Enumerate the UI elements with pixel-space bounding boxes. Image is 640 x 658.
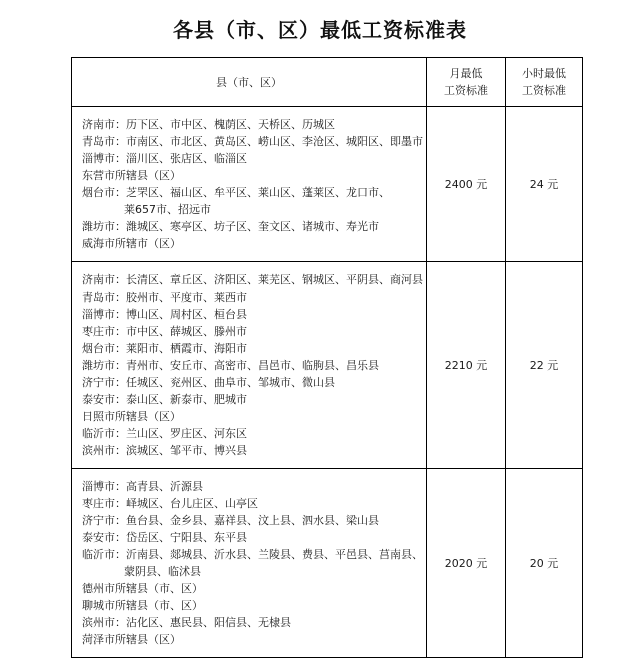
hourly-wage-cell: 24 元 bbox=[506, 107, 583, 262]
region-line: 菏泽市所辖县（区） bbox=[82, 633, 181, 647]
region-line: 济南市：历下区、市中区、槐荫区、天桥区、历城区 bbox=[82, 118, 335, 132]
region-line: 淄博市：淄川区、张店区、临淄区 bbox=[82, 152, 247, 166]
region-line: 枣庄市：峄城区、台儿庄区、山亭区 bbox=[82, 497, 258, 511]
region-cell bbox=[72, 107, 427, 262]
monthly-wage-cell: 2400 元 bbox=[427, 107, 506, 262]
region-line: 聊城市所辖县（市、区） bbox=[82, 599, 203, 613]
region-line: 泰安市：泰山区、新泰市、肥城市 bbox=[82, 392, 247, 406]
page-title: 各县（市、区）最低工资标准表 bbox=[173, 18, 467, 42]
region-cell bbox=[72, 262, 427, 469]
region-line: 青岛市：胶州市、平度市、莱西市 bbox=[82, 290, 247, 304]
region-line: 青岛市：市南区、市北区、黄岛区、崂山区、李沧区、城阳区、即墨市 bbox=[82, 135, 423, 149]
region-line: 莱657市、招远市 bbox=[124, 203, 211, 217]
region-line: 滨州市：滨城区、邹平市、博兴县 bbox=[82, 443, 247, 457]
region-line: 蒙阴县、临沭县 bbox=[124, 565, 201, 579]
region-line: 威海市所辖市（区） bbox=[82, 237, 181, 251]
region-line: 济南市：长清区、章丘区、济阳区、莱芜区、钢城区、平阴县、商河县 bbox=[82, 273, 423, 287]
column-header-region-label: 县（市、区） bbox=[216, 75, 282, 89]
wage-standard-table bbox=[71, 57, 583, 658]
wage-standard-table-wrap bbox=[71, 57, 569, 658]
column-header-monthly-line1: 月最低 bbox=[449, 67, 483, 80]
column-header-monthly-line2: 工资标准 bbox=[444, 84, 488, 98]
column-header-region bbox=[72, 58, 427, 107]
column-header-hourly-line1: 小时最低 bbox=[522, 67, 566, 80]
region-line: 滨州市：沾化区、惠民县、阳信县、无棣县 bbox=[82, 616, 291, 630]
hourly-wage-cell: 22 元 bbox=[506, 262, 583, 469]
table-header-row bbox=[72, 58, 583, 107]
region-line: 临沂市：兰山区、罗庄区、河东区 bbox=[82, 426, 247, 440]
table-header bbox=[72, 58, 583, 107]
column-header-hourly-line2: 工资标准 bbox=[522, 84, 566, 98]
monthly-wage-cell: 2210 元 bbox=[427, 262, 506, 469]
region-line: 烟台市：莱阳市、栖霞市、海阳市 bbox=[82, 341, 247, 355]
monthly-wage-cell: 2020 元 bbox=[427, 468, 506, 657]
region-line: 东营市所辖县（区） bbox=[82, 169, 181, 183]
region-cell bbox=[72, 468, 427, 657]
region-line: 德州市所辖县（市、区） bbox=[82, 582, 203, 596]
region-line: 临沂市：沂南县、郯城县、沂水县、兰陵县、费县、平邑县、莒南县、 bbox=[82, 548, 423, 562]
region-line: 济宁市：任城区、兖州区、曲阜市、邹城市、微山县 bbox=[82, 375, 335, 389]
table-row bbox=[72, 468, 583, 657]
region-line: 日照市所辖县（区） bbox=[82, 409, 181, 423]
region-line: 潍坊市：潍城区、寒亭区、坊子区、奎文区、诸城市、寿光市 bbox=[82, 220, 379, 234]
table-body bbox=[72, 107, 583, 658]
region-line: 枣庄市：市中区、薛城区、滕州市 bbox=[82, 324, 247, 338]
table-row bbox=[72, 262, 583, 469]
region-line: 潍坊市：青州市、安丘市、高密市、昌邑市、临朐县、昌乐县 bbox=[82, 358, 379, 372]
column-header-hourly bbox=[506, 58, 583, 107]
region-line: 淄博市：高青县、沂源县 bbox=[82, 479, 203, 493]
region-line: 泰安市：岱岳区、宁阳县、东平县 bbox=[82, 531, 247, 545]
table-row bbox=[72, 107, 583, 262]
region-line: 烟台市：芝罘区、福山区、牟平区、莱山区、蓬莱区、龙口市、 bbox=[82, 186, 390, 200]
region-line: 淄博市：博山区、周村区、桓台县 bbox=[82, 307, 247, 321]
column-header-monthly bbox=[427, 58, 506, 107]
hourly-wage-cell: 20 元 bbox=[506, 468, 583, 657]
region-line: 济宁市：鱼台县、金乡县、嘉祥县、汶上县、泗水县、梁山县 bbox=[82, 514, 379, 528]
